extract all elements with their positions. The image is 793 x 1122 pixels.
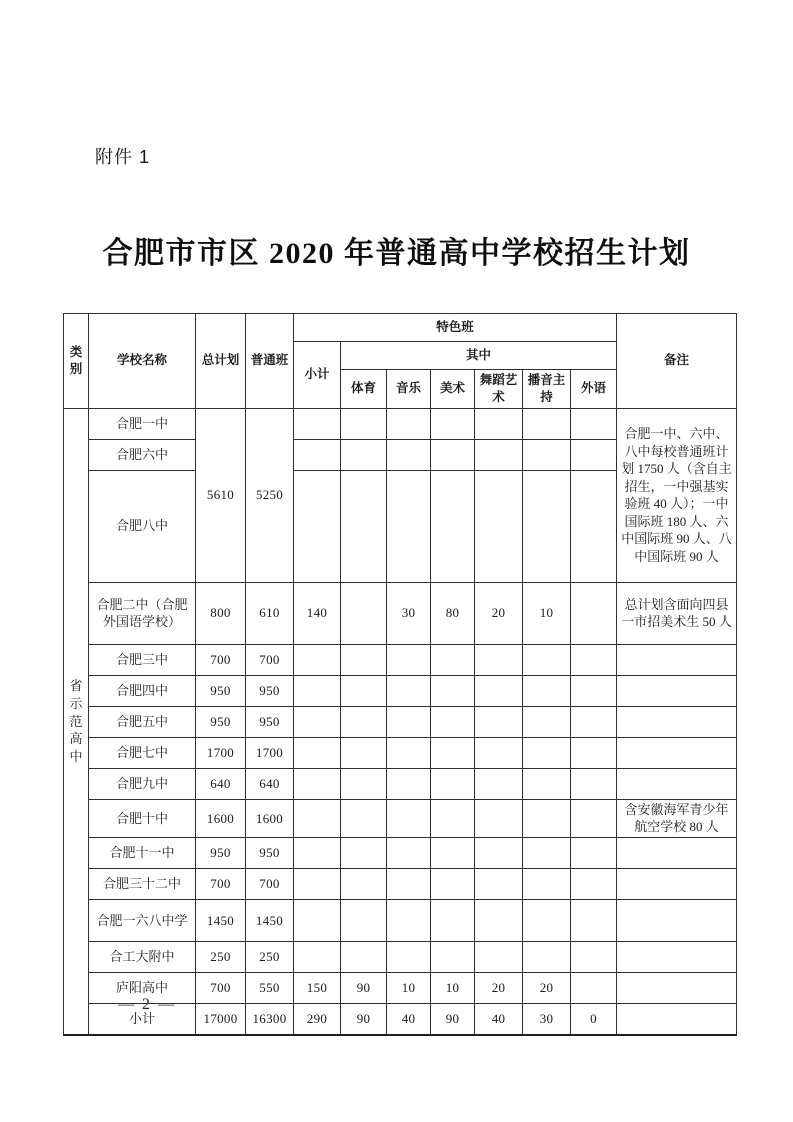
- art-cell: [431, 899, 475, 941]
- art-cell: [431, 868, 475, 899]
- remark-cell: [617, 899, 737, 941]
- dance-cell: 20: [475, 972, 523, 1003]
- total-cell: 1700: [196, 737, 246, 768]
- music-cell: [387, 706, 431, 737]
- subtotal-cell: 150: [294, 972, 341, 1003]
- sports-cell: [341, 868, 387, 899]
- total-cell: 1600: [196, 799, 246, 837]
- art-cell: [431, 837, 475, 868]
- dance-cell: [475, 439, 523, 470]
- art-cell: [431, 675, 475, 706]
- header-total-plan: 总计划: [196, 314, 246, 409]
- subtotal-cell: [294, 768, 341, 799]
- header-foreign-language: 外语: [571, 370, 617, 409]
- art-cell: [431, 408, 475, 439]
- school-cell: 合肥七中: [89, 737, 196, 768]
- foreign-cell: [571, 799, 617, 837]
- total-cell: 250: [196, 941, 246, 972]
- subtotal-cell: [294, 799, 341, 837]
- sports-cell: 90: [341, 972, 387, 1003]
- art-cell: 80: [431, 582, 475, 644]
- foreign-cell: [571, 837, 617, 868]
- foreign-cell: [571, 675, 617, 706]
- school-cell: 小计: [89, 1003, 196, 1035]
- table-row: [64, 408, 737, 439]
- attachment-label: 附件 1: [95, 147, 151, 167]
- broadcast-cell: 20: [523, 972, 571, 1003]
- broadcast-cell: 10: [523, 582, 571, 644]
- header-sports: 体育: [341, 370, 387, 409]
- regular-cell: 1700: [246, 737, 294, 768]
- regular-cell: 250: [246, 941, 294, 972]
- regular-cell: 950: [246, 837, 294, 868]
- sports-cell: [341, 941, 387, 972]
- total-cell: 950: [196, 675, 246, 706]
- regular-cell: 610: [246, 582, 294, 644]
- foreign-cell: 0: [571, 1003, 617, 1035]
- broadcast-cell: 30: [523, 1003, 571, 1035]
- table-row: [64, 644, 737, 675]
- dance-cell: [475, 768, 523, 799]
- table-row: [64, 737, 737, 768]
- school-cell: 合肥十一中: [89, 837, 196, 868]
- school-cell: 合肥三十二中: [89, 868, 196, 899]
- music-cell: [387, 644, 431, 675]
- school-cell: 合肥八中: [89, 470, 196, 582]
- school-cell: 合肥一中: [89, 408, 196, 439]
- music-cell: [387, 941, 431, 972]
- subtotal-cell: 140: [294, 582, 341, 644]
- dance-cell: 40: [475, 1003, 523, 1035]
- total-cell: 700: [196, 972, 246, 1003]
- dance-cell: [475, 941, 523, 972]
- dance-cell: [475, 470, 523, 582]
- category-cell: 省示范高中: [64, 408, 89, 1035]
- sports-cell: [341, 737, 387, 768]
- foreign-cell: [571, 582, 617, 644]
- regular-cell: 950: [246, 675, 294, 706]
- music-cell: [387, 837, 431, 868]
- foreign-cell: [571, 644, 617, 675]
- subtotal-cell: [294, 470, 341, 582]
- page-title: 合肥市市区 2020 年普通高中学校招生计划: [102, 237, 691, 270]
- total-cell: 5610: [196, 408, 246, 582]
- table-header: [64, 314, 737, 409]
- broadcast-cell: [523, 706, 571, 737]
- subtotal-cell: [294, 706, 341, 737]
- dance-cell: [475, 644, 523, 675]
- header-remarks: 备注: [617, 314, 737, 409]
- table-row: [64, 675, 737, 706]
- school-cell: 合肥二中（合肥外国语学校）: [89, 582, 196, 644]
- sports-cell: [341, 644, 387, 675]
- art-cell: [431, 439, 475, 470]
- school-cell: 合肥十中: [89, 799, 196, 837]
- art-cell: 10: [431, 972, 475, 1003]
- music-cell: 30: [387, 582, 431, 644]
- dance-cell: [475, 408, 523, 439]
- regular-cell: 16300: [246, 1003, 294, 1035]
- sports-cell: [341, 470, 387, 582]
- sports-cell: [341, 768, 387, 799]
- dance-cell: [475, 706, 523, 737]
- subtotal-cell: [294, 675, 341, 706]
- regular-cell: 1600: [246, 799, 294, 837]
- music-cell: [387, 737, 431, 768]
- dance-cell: [475, 837, 523, 868]
- remark-cell: [617, 644, 737, 675]
- subtotal-cell: [294, 868, 341, 899]
- broadcast-cell: [523, 644, 571, 675]
- enrollment-table: [63, 313, 737, 1036]
- dance-cell: [475, 899, 523, 941]
- music-cell: 10: [387, 972, 431, 1003]
- remark-cell: [617, 768, 737, 799]
- broadcast-cell: [523, 837, 571, 868]
- art-cell: [431, 644, 475, 675]
- sports-cell: [341, 439, 387, 470]
- sports-cell: [341, 408, 387, 439]
- dance-cell: 20: [475, 582, 523, 644]
- remark-cell: [617, 868, 737, 899]
- remark-cell: 含安徽海军青少年航空学校 80 人: [617, 799, 737, 837]
- regular-cell: 700: [246, 868, 294, 899]
- table-row: [64, 582, 737, 644]
- music-cell: [387, 799, 431, 837]
- broadcast-cell: [523, 470, 571, 582]
- table-row: [64, 706, 737, 737]
- subtotal-cell: 290: [294, 1003, 341, 1035]
- subtotal-cell: [294, 737, 341, 768]
- subtotal-cell: [294, 837, 341, 868]
- music-cell: [387, 899, 431, 941]
- broadcast-cell: [523, 675, 571, 706]
- foreign-cell: [571, 408, 617, 439]
- header-school-name: 学校名称: [89, 314, 196, 409]
- broadcast-cell: [523, 941, 571, 972]
- total-cell: 17000: [196, 1003, 246, 1035]
- dance-cell: [475, 675, 523, 706]
- table-row: [64, 941, 737, 972]
- table-row: [64, 899, 737, 941]
- remark-cell: [617, 972, 737, 1003]
- regular-cell: 700: [246, 644, 294, 675]
- art-cell: [431, 768, 475, 799]
- header-broadcast: 播音主持: [523, 370, 571, 409]
- regular-cell: 550: [246, 972, 294, 1003]
- table-row: [64, 799, 737, 837]
- school-cell: 庐阳高中: [89, 972, 196, 1003]
- subtotal-cell: [294, 408, 341, 439]
- foreign-cell: [571, 470, 617, 582]
- sports-cell: [341, 899, 387, 941]
- table-row: [64, 868, 737, 899]
- table-body: [64, 408, 737, 1035]
- remark-cell: [617, 837, 737, 868]
- regular-cell: 950: [246, 706, 294, 737]
- sports-cell: 90: [341, 1003, 387, 1035]
- foreign-cell: [571, 941, 617, 972]
- dance-cell: [475, 799, 523, 837]
- regular-cell: 5250: [246, 408, 294, 582]
- total-cell: 640: [196, 768, 246, 799]
- foreign-cell: [571, 706, 617, 737]
- school-cell: 合肥六中: [89, 439, 196, 470]
- subtotal-cell: [294, 439, 341, 470]
- sports-cell: [341, 799, 387, 837]
- foreign-cell: [571, 899, 617, 941]
- music-cell: [387, 868, 431, 899]
- dance-cell: [475, 868, 523, 899]
- total-cell: 950: [196, 837, 246, 868]
- music-cell: 40: [387, 1003, 431, 1035]
- art-cell: [431, 470, 475, 582]
- total-cell: 950: [196, 706, 246, 737]
- regular-cell: 640: [246, 768, 294, 799]
- broadcast-cell: [523, 768, 571, 799]
- art-cell: [431, 737, 475, 768]
- school-cell: 合肥一六八中学: [89, 899, 196, 941]
- table-row: [64, 837, 737, 868]
- school-cell: 合肥五中: [89, 706, 196, 737]
- broadcast-cell: [523, 868, 571, 899]
- broadcast-cell: [523, 737, 571, 768]
- art-cell: 90: [431, 1003, 475, 1035]
- subtotal-cell: [294, 941, 341, 972]
- music-cell: [387, 439, 431, 470]
- foreign-cell: [571, 439, 617, 470]
- dance-cell: [475, 737, 523, 768]
- subtotal-cell: [294, 899, 341, 941]
- school-cell: 合肥四中: [89, 675, 196, 706]
- school-cell: 合肥三中: [89, 644, 196, 675]
- total-cell: 700: [196, 644, 246, 675]
- foreign-cell: [571, 868, 617, 899]
- header-special-class: 特色班: [294, 314, 617, 342]
- remark-cell: [617, 706, 737, 737]
- music-cell: [387, 768, 431, 799]
- sports-cell: [341, 706, 387, 737]
- music-cell: [387, 675, 431, 706]
- header-art: 美术: [431, 370, 475, 409]
- art-cell: [431, 706, 475, 737]
- header-subtotal: 小计: [294, 342, 341, 409]
- page-number: — 2 —: [118, 996, 176, 1013]
- school-cell: 合肥九中: [89, 768, 196, 799]
- header-category: 类别: [64, 314, 89, 409]
- music-cell: [387, 470, 431, 582]
- broadcast-cell: [523, 799, 571, 837]
- remark-cell: [617, 737, 737, 768]
- header-dance: 舞蹈艺术: [475, 370, 523, 409]
- header-regular-class: 普通班: [246, 314, 294, 409]
- total-cell: 700: [196, 868, 246, 899]
- music-cell: [387, 408, 431, 439]
- total-cell: 800: [196, 582, 246, 644]
- regular-cell: 1450: [246, 899, 294, 941]
- foreign-cell: [571, 972, 617, 1003]
- remark-cell: [617, 941, 737, 972]
- remark-cell: 总计划含面向四县一市招美术生 50 人: [617, 582, 737, 644]
- remark-cell: [617, 1003, 737, 1035]
- sports-cell: [341, 837, 387, 868]
- sports-cell: [341, 582, 387, 644]
- total-cell: 1450: [196, 899, 246, 941]
- foreign-cell: [571, 737, 617, 768]
- broadcast-cell: [523, 899, 571, 941]
- art-cell: [431, 941, 475, 972]
- table-row: [64, 768, 737, 799]
- school-cell: 合工大附中: [89, 941, 196, 972]
- remark-cell: 合肥一中、六中、八中每校普通班计划 1750 人（含自主招生，一中强基实验班 40 人）；一中国际班 180 人、六中国际班 90 人、八中国际班 90 人: [617, 408, 737, 582]
- header-among-which: 其中: [341, 342, 617, 370]
- header-music: 音乐: [387, 370, 431, 409]
- broadcast-cell: [523, 408, 571, 439]
- foreign-cell: [571, 768, 617, 799]
- broadcast-cell: [523, 439, 571, 470]
- art-cell: [431, 799, 475, 837]
- subtotal-cell: [294, 644, 341, 675]
- sports-cell: [341, 675, 387, 706]
- remark-cell: [617, 675, 737, 706]
